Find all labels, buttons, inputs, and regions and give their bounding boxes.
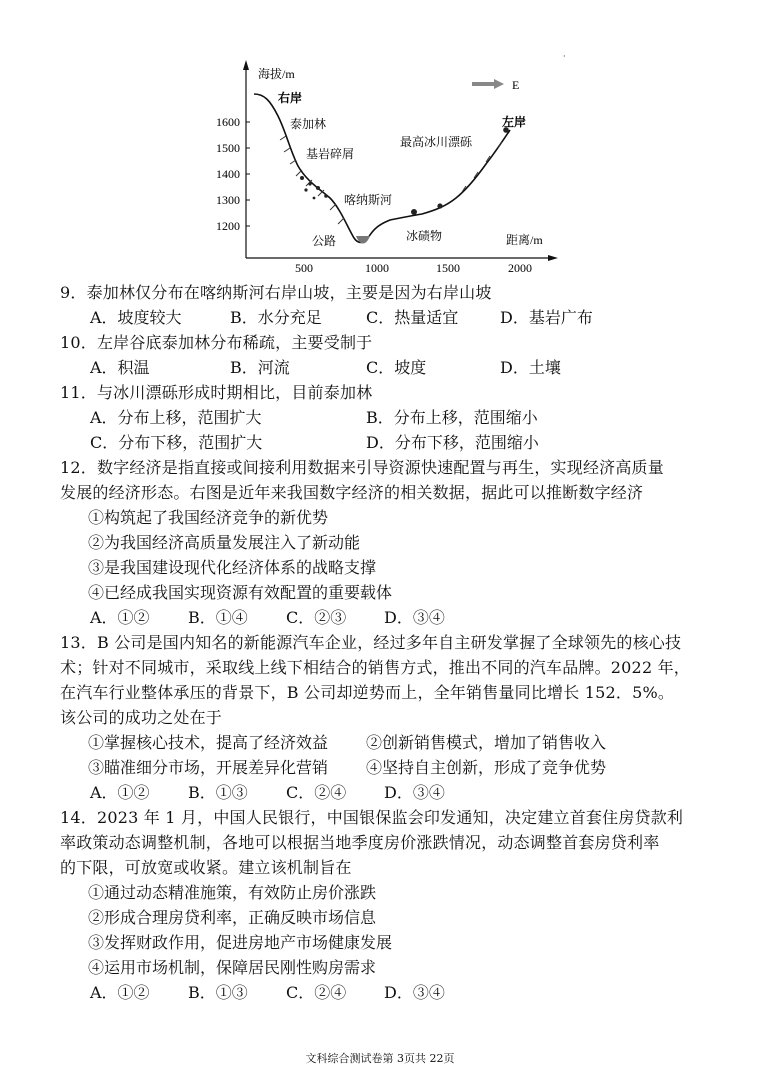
q12-item-4: ④已经成我国实现资源有效配置的重要载体 bbox=[88, 583, 393, 602]
q11-option-c: C．分布下移，范围扩大 bbox=[90, 433, 263, 452]
x-tick-label: 1500 bbox=[436, 261, 460, 275]
q13-option-d: D．③④ bbox=[384, 783, 445, 802]
q14-stem-line-2: 率政策动态调整机制，各地可以根据当地季度房价涨跌情况，动态调整首套房贷利率 bbox=[60, 833, 660, 852]
q12-item-2: ②为我国经济高质量发展注入了新动能 bbox=[88, 533, 361, 552]
q13-option-a: A．①② bbox=[90, 783, 150, 802]
q14-stem-line-3: 的下限，可放宽或收紧。建立该机制旨在 bbox=[60, 858, 352, 877]
erratic-label: 最高冰川漂砾 bbox=[400, 135, 473, 149]
q13-item-4: ④坚持自主创新，形成了竞争优势 bbox=[366, 758, 607, 777]
x-tick-label: 2000 bbox=[508, 261, 532, 275]
q14-item-2: ②形成合理房贷利率，正确反映市场信息 bbox=[88, 908, 377, 927]
q11-option-d: D．分布下移，范围缩小 bbox=[366, 433, 539, 452]
q11-stem: 11．与冰川漂砾形成时期相比，目前泰加林 bbox=[60, 383, 373, 402]
q12-option-a: A．①② bbox=[90, 608, 150, 627]
bedrock-label: 基岩碎屑 bbox=[306, 147, 355, 161]
q12-option-c: C．②③ bbox=[286, 608, 347, 627]
y-axis-label: 海拔/m bbox=[258, 67, 295, 81]
q13-item-1: ①掌握核心技术，提高了经济效益 bbox=[88, 733, 329, 752]
page-footer: 文科综合测试卷第 3页共 22页 bbox=[305, 1052, 455, 1065]
q9-option-a: A．坡度较大 bbox=[90, 308, 182, 327]
q10-option-c: C．坡度 bbox=[366, 358, 427, 377]
road-label: 公路 bbox=[312, 234, 337, 248]
q13-option-b: B．①③ bbox=[188, 783, 248, 802]
x-axis-label: 距离/m bbox=[506, 233, 543, 247]
y-axis-arrow bbox=[243, 60, 249, 70]
q9-option-c: C．热量适宜 bbox=[366, 308, 459, 327]
x-ticks bbox=[295, 261, 532, 275]
taiga-label: 泰加林 bbox=[290, 117, 327, 131]
y-tick-label: 1300 bbox=[216, 193, 240, 207]
q10-stem: 10．左岸谷底泰加林分布稀疏，主要受制于 bbox=[60, 333, 373, 352]
q12-item-3: ③是我国建设现代化经济体系的战略支撑 bbox=[88, 558, 377, 577]
y-tick-label: 1200 bbox=[216, 219, 240, 233]
q13-item-3: ③瞄准细分市场，开展差异化营销 bbox=[88, 758, 329, 777]
q14-item-4: ④运用市场机制，保障居民刚性购房需求 bbox=[88, 958, 377, 977]
q13-item-2: ②创新销售模式，增加了销售收入 bbox=[366, 733, 607, 752]
q14-option-b: B．①③ bbox=[188, 983, 248, 1002]
east-label: E bbox=[512, 78, 520, 92]
q9-option-b: B．水分充足 bbox=[230, 308, 322, 327]
river-label: 喀纳斯河 bbox=[344, 193, 393, 207]
q13-option-c: C．②④ bbox=[286, 783, 347, 802]
q14-option-d: D．③④ bbox=[384, 983, 445, 1002]
q12-item-1: ①构筑起了我国经济竞争的新优势 bbox=[88, 508, 329, 527]
east-arrowhead bbox=[494, 79, 504, 89]
q14-stem-line-1: 14．2023 年 1 月，中国人民银行，中国银保监会印发通知，决定建立首套住房贷款利 bbox=[60, 808, 684, 827]
right-bank-label: 右岸 bbox=[278, 91, 303, 105]
q12-option-d: D．③④ bbox=[384, 608, 445, 627]
y-tick-label: 1600 bbox=[216, 115, 240, 129]
bedrock-debris bbox=[300, 176, 328, 199]
q11-option-b: B．分布上移，范围缩小 bbox=[366, 408, 538, 427]
x-axis-arrow bbox=[548, 255, 558, 261]
q13-stem-line-3: 在汽车行业整体承压的背景下，B 公司却逆势而上，全年销售量同比增长 152．5%。 bbox=[60, 683, 675, 702]
q13-stem-line-2: 术；针对不同城市，采取线上线下相结合的销售方式，推出不同的汽车品牌。2022 年， bbox=[60, 658, 691, 677]
q12-stem-line-1: 12．数字经济是指直接或间接利用数据来引导资源快速配置与再生，实现经济高质量 bbox=[60, 458, 664, 477]
x-tick-label: 1000 bbox=[365, 261, 389, 275]
moraine-boulder bbox=[437, 203, 442, 208]
valley-profile-figure bbox=[216, 58, 560, 278]
q9-stem: 9．泰加林仅分布在喀纳斯河右岸山坡，主要是因为右岸山坡 bbox=[60, 283, 492, 302]
q10-option-d: D．土壤 bbox=[500, 358, 561, 377]
q14-item-3: ③发挥财政作用，促进房地产市场健康发展 bbox=[88, 933, 393, 952]
q12-option-b: B．①④ bbox=[188, 608, 248, 627]
q12-stem-line-2: 发展的经济形态。右图是近年来我国数字经济的相关数据，据此可以推断数字经济 bbox=[60, 483, 644, 502]
q14-option-a: A．①② bbox=[90, 983, 150, 1002]
x-tick-label: 500 bbox=[295, 261, 313, 275]
y-tick-label: 1400 bbox=[216, 167, 240, 181]
y-ticks bbox=[216, 115, 250, 233]
y-tick-label: 1500 bbox=[216, 141, 240, 155]
q11-option-a: A．分布上移，范围扩大 bbox=[90, 408, 262, 427]
q13-stem-line-1: 13．B 公司是国内知名的新能源汽车企业，经过多年自主研发掌握了全球领先的核心技 bbox=[60, 633, 682, 652]
q14-item-1: ①通过动态精准施策，有效防止房价涨跌 bbox=[88, 883, 377, 902]
speck: · bbox=[563, 52, 566, 61]
left-bank-label: 左岸 bbox=[502, 115, 527, 129]
q13-stem-line-4: 该公司的成功之处在于 bbox=[60, 708, 223, 727]
q9-option-d: D．基岩广布 bbox=[500, 308, 593, 327]
moraine-label: 冰碛物 bbox=[406, 229, 443, 243]
moraine-boulder bbox=[411, 209, 417, 215]
q10-option-b: B．河流 bbox=[230, 358, 290, 377]
q14-option-c: C．②④ bbox=[286, 983, 347, 1002]
q10-option-a: A．积温 bbox=[90, 358, 150, 377]
